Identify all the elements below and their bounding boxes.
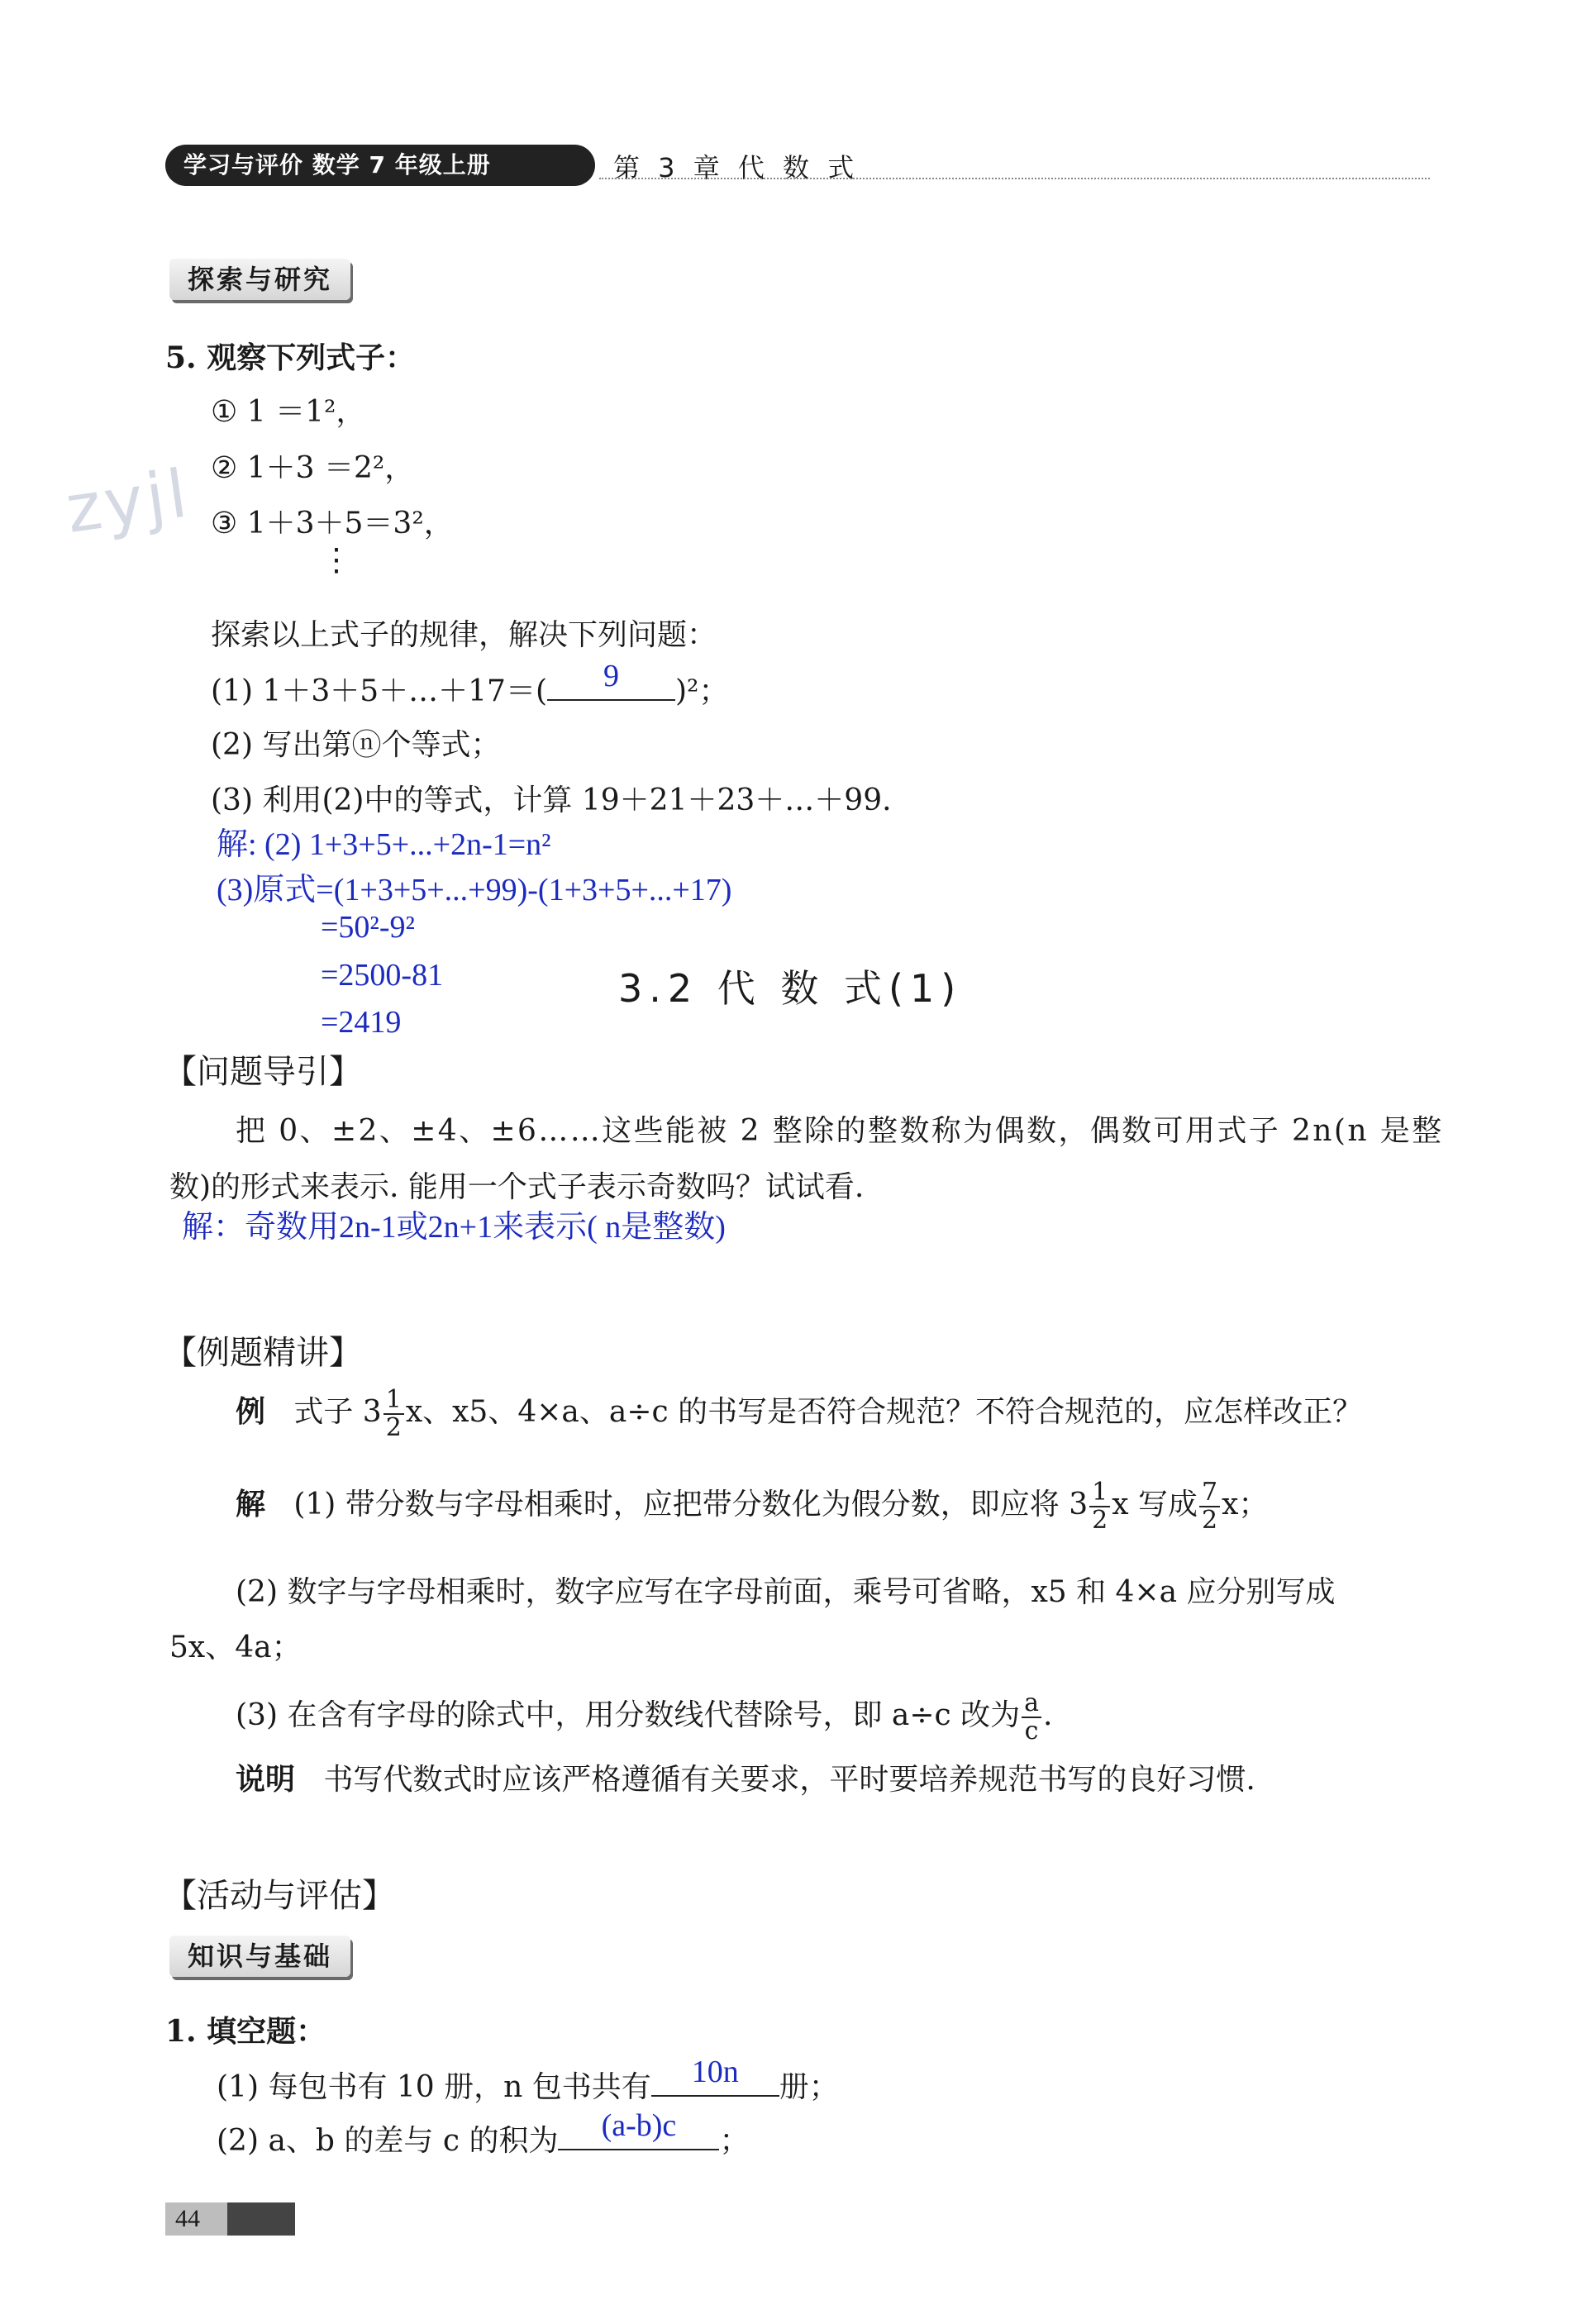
note-label: 说明 — [236, 1762, 296, 1797]
part-2: (2) 写出第ⓝ个等式； — [211, 728, 501, 762]
continuation-dots: ⋮ — [321, 541, 352, 578]
example-text-a: 式子 3 — [293, 1395, 382, 1429]
explore-instruction: 探索以上式子的规律，解决下列问题： — [211, 618, 717, 652]
part-1-blank — [547, 659, 675, 701]
fill-2-answer: (a-b)c — [601, 2108, 677, 2143]
fill-2-text: (2) a、b 的差与 c 的积为 — [217, 2124, 559, 2158]
explore-tag: 探索与研究 — [169, 259, 350, 300]
note — [236, 1756, 1255, 1798]
chapter-header: 第 3 章 代 数 式 — [613, 152, 860, 183]
solution-line-3: =50²-9² — [321, 910, 415, 945]
note-text: 书写代数式时应该严格遵循有关要求，平时要培养规范书写的良好习惯. — [323, 1763, 1255, 1797]
part-1-end: )²； — [675, 674, 729, 708]
fill-1-text: (1) 每包书有 10 册，n 包书共有 — [217, 2070, 651, 2104]
part-1 — [211, 659, 729, 710]
guide-heading: 【问题导引】 — [164, 1053, 362, 1091]
fraction-denominator: 2 — [1092, 1506, 1108, 1535]
page-number-bar — [227, 2202, 295, 2236]
section-title: 3.2 代 数 式(1) — [618, 966, 963, 1011]
example-question — [236, 1387, 1362, 1441]
fraction-numerator: 7 — [1199, 1479, 1220, 1507]
fill-1-end: 册； — [779, 2070, 839, 2104]
guide-line-1: 把 0、±2、±4、±6……这些能被 2 整除的整数称为偶数，偶数可用式子 2n(n 是整 — [236, 1114, 1444, 1148]
guide-line-2: 数)的形式来表示. 能用一个式子表示奇数吗？试试看. — [169, 1170, 865, 1204]
equation-1: ① 1 ＝1²， — [211, 395, 366, 429]
solution-line-2: (3)原式=(1+3+5+...+99)-(1+3+5+...+17) — [217, 873, 732, 907]
solution-line-5: =2419 — [321, 1005, 402, 1040]
part-3: (3) 利用(2)中的等式，计算 19＋21＋23＋…＋99. — [211, 783, 892, 817]
fraction-a-over-c — [1022, 1690, 1041, 1745]
example-heading: 【例题精讲】 — [164, 1334, 362, 1372]
basics-tag: 知识与基础 — [169, 1936, 350, 1977]
fraction-one-half — [384, 1387, 404, 1441]
solution-3-text-a: (3) 在含有字母的除式中，用分数线代替除号，即 a÷c 改为 — [236, 1698, 1021, 1732]
fraction-denominator: 2 — [1202, 1506, 1218, 1535]
fraction-one-half-2 — [1089, 1479, 1110, 1534]
solution-part-1 — [236, 1479, 1268, 1534]
fraction-denominator: c — [1024, 1717, 1039, 1745]
solution-line-4: =2500-81 — [321, 958, 444, 993]
header-divider — [599, 178, 1430, 179]
question-1-title: 1. 填空题： — [165, 2014, 326, 2049]
page-number: 44 — [165, 2202, 293, 2236]
solution-3-text-b: . — [1043, 1698, 1053, 1732]
solution-line-1: 解: (2) 1+3+5+...+2n-1=n² — [217, 827, 551, 862]
equation-2: ② 1＋3 ＝2²， — [211, 451, 415, 485]
example-label: 例 — [236, 1394, 266, 1429]
solution-part-2-line-1: (2) 数字与字母相乘时，数字应写在字母前面，乘号可省略，x5 和 4×a 应分别写成 — [236, 1575, 1336, 1609]
fraction-numerator: a — [1022, 1690, 1041, 1718]
fraction-denominator: 2 — [385, 1413, 402, 1442]
solution-label: 解 — [236, 1487, 266, 1521]
example-text-b: x、x5、4×a、a÷c 的书写是否符合规范？不符合规范的，应怎样改正？ — [405, 1395, 1363, 1429]
guide-answer: 解：奇数用2n-1或2n+1来表示( n是整数) — [182, 1210, 726, 1245]
watermark: zyjl — [61, 455, 195, 548]
solution-1-text-c: x； — [1222, 1488, 1269, 1521]
fraction-numerator: 1 — [384, 1387, 404, 1415]
solution-part-2-line-2: 5x、4a； — [169, 1631, 302, 1664]
activity-heading: 【活动与评估】 — [164, 1877, 395, 1915]
fraction-numerator: 1 — [1089, 1479, 1110, 1507]
solution-part-3 — [236, 1690, 1052, 1745]
fill-question-1 — [217, 2055, 839, 2106]
question-5-title: 5. 观察下列式子： — [165, 340, 416, 375]
book-header: 学习与评价 数学 7 年级上册 — [165, 145, 595, 186]
fill-2-blank — [558, 2108, 719, 2150]
fill-question-2 — [217, 2108, 750, 2160]
fill-2-end: ； — [719, 2124, 750, 2158]
fill-1-blank — [651, 2055, 779, 2097]
part-1-text: (1) 1＋3＋5＋…＋17＝( — [211, 674, 548, 708]
part-1-answer: 9 — [603, 659, 620, 693]
solution-1-text-b: x 写成 — [1112, 1488, 1198, 1521]
equation-3: ③ 1＋3＋5＝3²， — [211, 507, 454, 540]
fraction-seven-halves — [1199, 1479, 1220, 1534]
solution-1-text-a: (1) 带分数与字母相乘时，应把带分数化为假分数，即应将 3 — [293, 1488, 1089, 1521]
fill-1-answer: 10n — [691, 2055, 739, 2089]
